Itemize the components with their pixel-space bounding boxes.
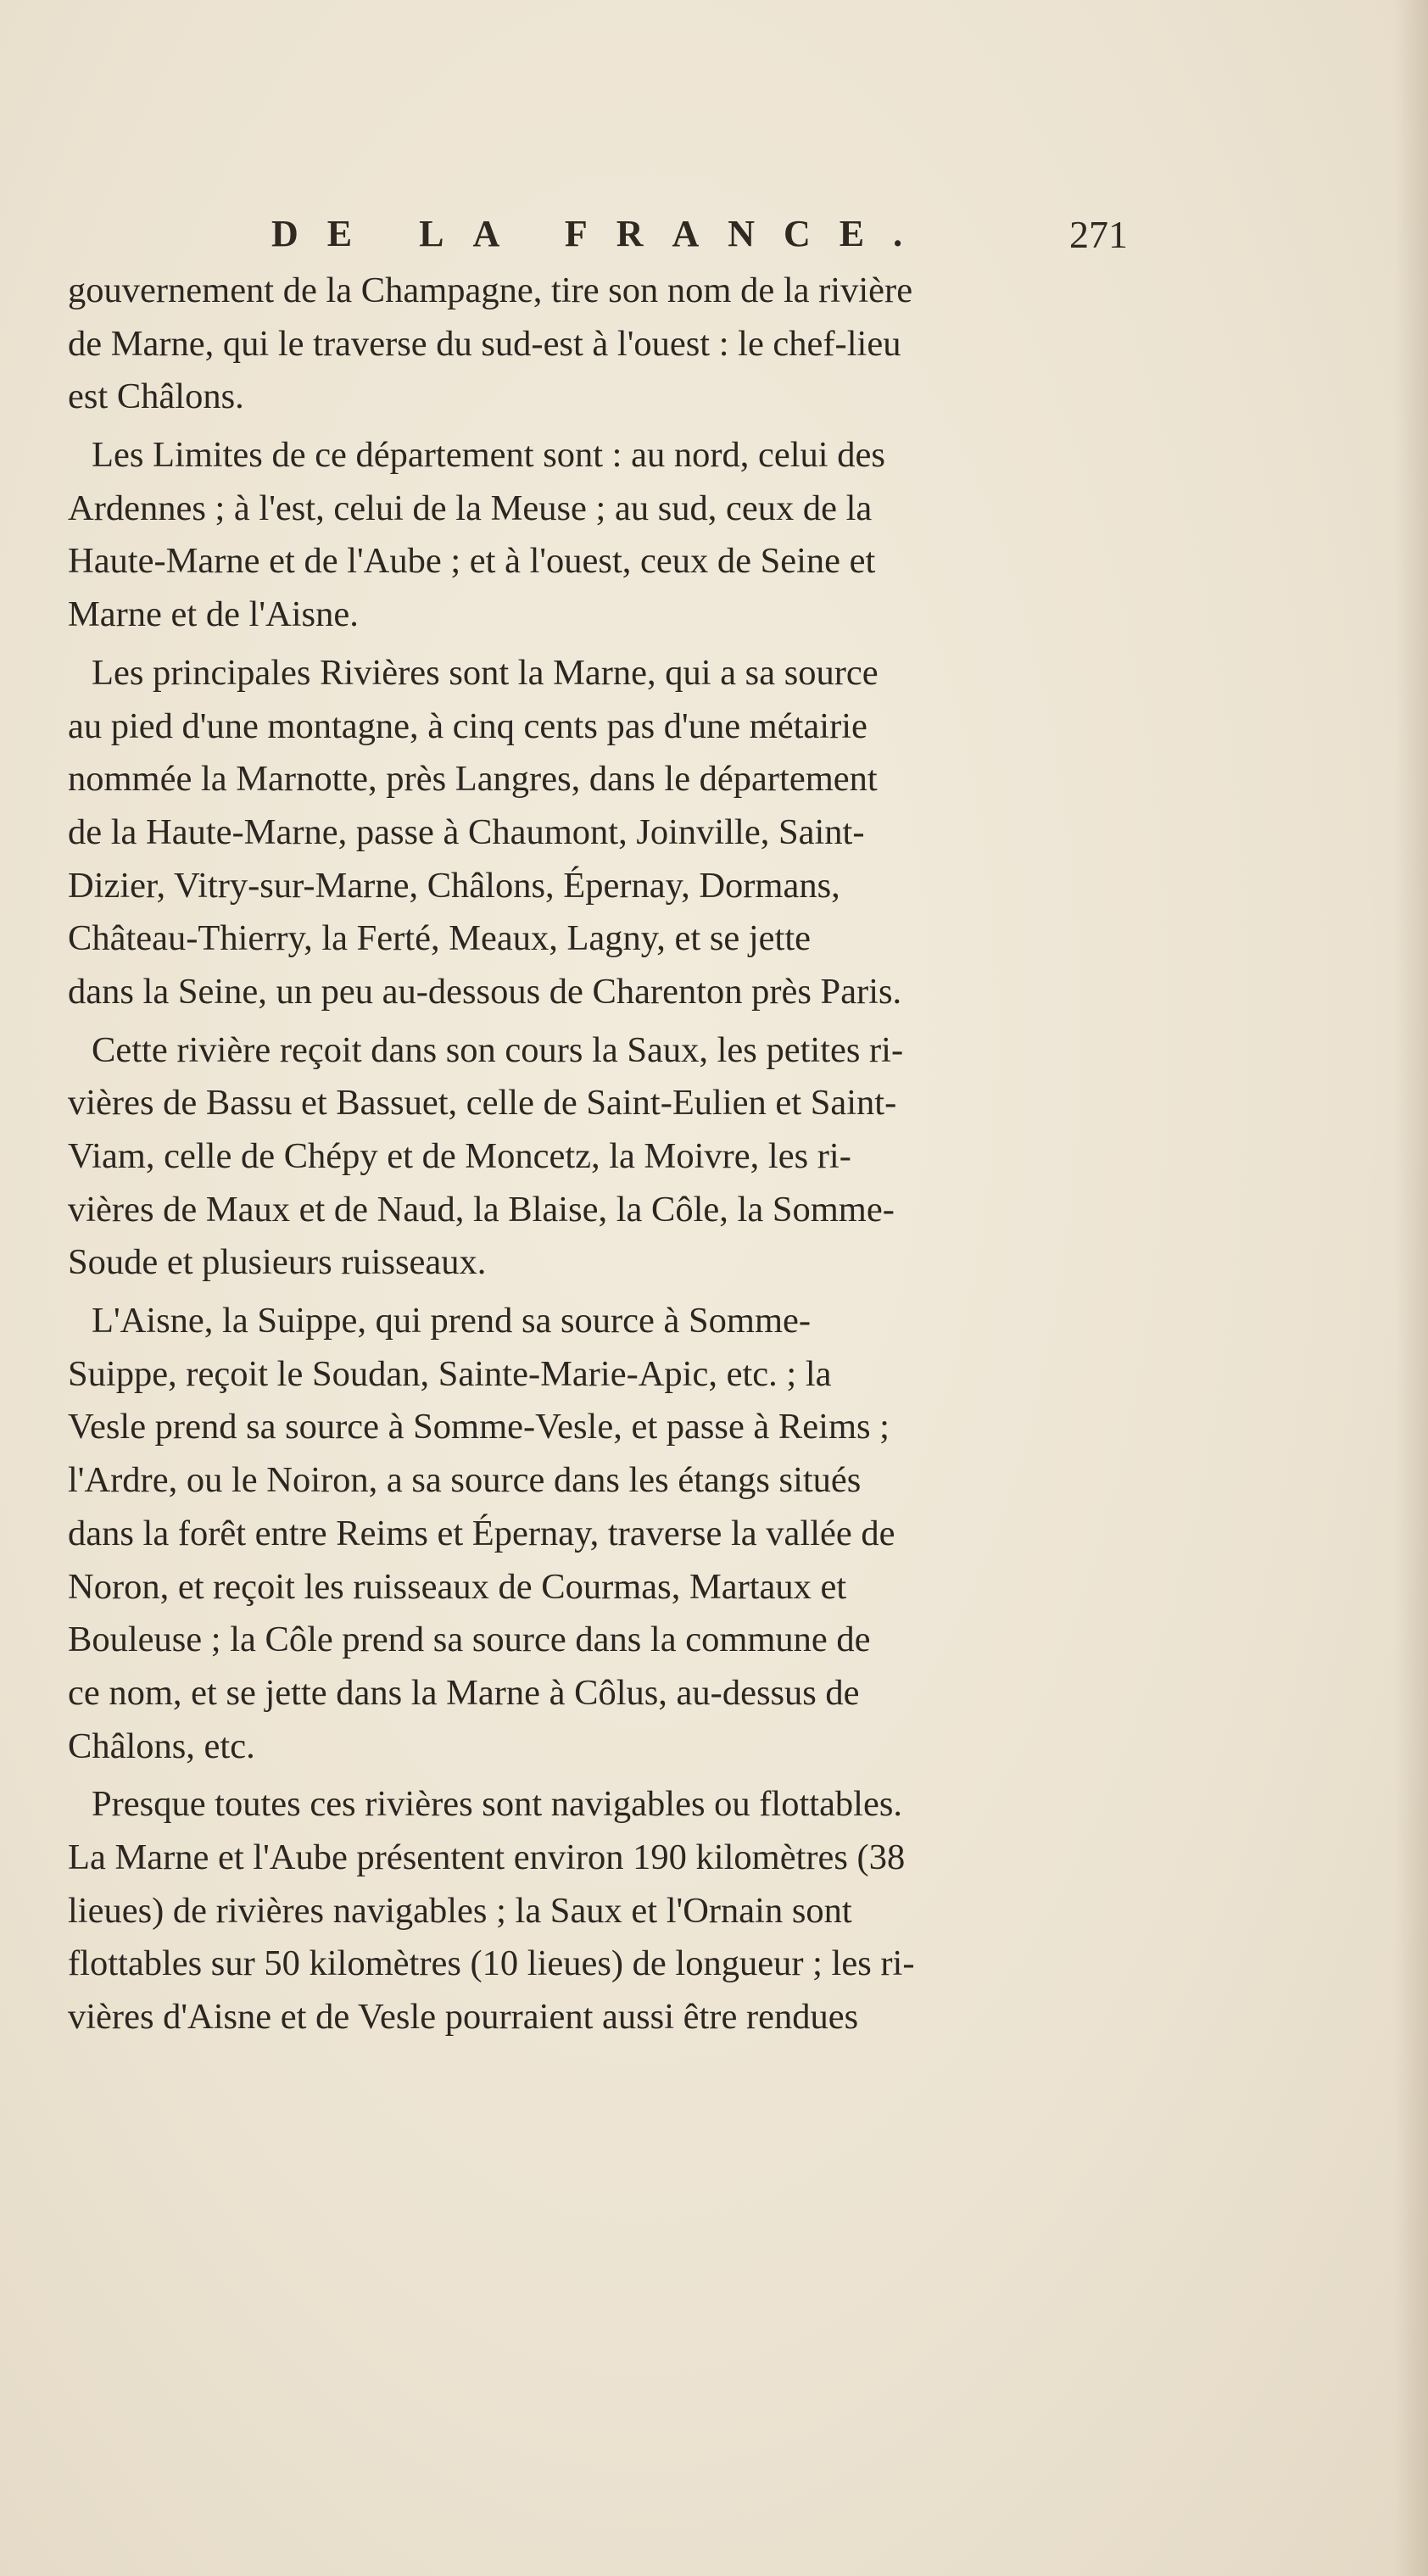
text-line: Marne et de l'Aisne.	[68, 594, 359, 635]
text-line: Soude et plusieurs ruisseaux.	[68, 1242, 487, 1283]
text-line: vières de Maux et de Naud, la Blaise, la Côle, la Somme-	[68, 1189, 895, 1229]
text-line: Dizier, Vitry-sur-Marne, Châlons, Épernay, Dormans,	[68, 865, 840, 906]
text-line: Les principales Rivières sont la Marne, qui a sa source	[92, 652, 879, 693]
text-line: gouvernement de la Champagne, tire son nom de la rivière	[68, 270, 913, 310]
text-line: Châlons, etc.	[68, 1726, 255, 1766]
page-header	[271, 212, 1128, 263]
text-line: de la Haute-Marne, passe à Chaumont, Joinville, Saint-	[68, 811, 865, 852]
text-line: de Marne, qui le traverse du sud-est à l'ouest : le chef-lieu	[68, 323, 901, 364]
text-line: nommée la Marnotte, près Langres, dans le département	[68, 759, 878, 800]
page-edge-shadow	[1394, 0, 1428, 2576]
text-line: flottables sur 50 kilomètres (10 lieues) de longueur ; les ri-	[68, 1943, 915, 1984]
text-line: L'Aisne, la Suippe, qui prend sa source à Somme-	[92, 1301, 812, 1341]
text-line: Cette rivière reçoit dans son cours la Saux, les petites ri-	[92, 1029, 904, 1070]
text-line: Haute-Marne et de l'Aube ; et à l'ouest, ceux de Seine et	[68, 541, 876, 582]
text-line: ce nom, et se jette dans la Marne à Côlus, au-dessus de	[68, 1672, 860, 1713]
text-line: Ardennes ; à l'est, celui de la Meuse ; au sud, ceux de la	[68, 488, 873, 528]
text-line: vières de Bassu et Bassuet, celle de Saint-Eulien et Saint-	[68, 1083, 897, 1124]
text-line: est Châlons.	[68, 376, 244, 417]
text-line: dans la Seine, un peu au-dessous de Charenton près Paris.	[68, 971, 902, 1012]
body-text	[68, 265, 1128, 2044]
page-number: 271	[1069, 213, 1128, 256]
text-line: Viam, celle de Chépy et de Moncetz, la Moivre, les ri-	[68, 1136, 851, 1176]
text-line: l'Ardre, ou le Noiron, a sa source dans les étangs situés	[68, 1460, 862, 1501]
running-head: DE LA FRANCE.	[271, 213, 932, 254]
text-line: Les Limites de ce département sont : au nord, celui des	[92, 435, 885, 476]
text-line: dans la forêt entre Reims et Épernay, traverse la vallée de	[68, 1513, 895, 1553]
text-line: La Marne et l'Aube présentent environ 190 kilomètres (38	[68, 1837, 906, 1877]
text-line: vières d'Aisne et de Vesle pourraient aussi être rendues	[68, 1997, 859, 2037]
text-line: Noron, et reçoit les ruisseaux de Courmas, Martaux et	[68, 1566, 847, 1607]
text-line: Château-Thierry, la Ferté, Meaux, Lagny, et se jette	[68, 918, 812, 959]
text-line: Vesle prend sa source à Somme-Vesle, et passe à Reims ;	[68, 1407, 890, 1447]
text-line: Suippe, reçoit le Soudan, Sainte-Marie-Apic, etc. ; la	[68, 1353, 832, 1394]
text-line: lieues) de rivières navigables ; la Saux et l'Ornain sont	[68, 1890, 852, 1931]
text-line: Bouleuse ; la Côle prend sa source dans la commune de	[68, 1620, 871, 1660]
text-line: au pied d'une montagne, à cinq cents pas d'une métairie	[68, 705, 867, 746]
text-line: Presque toutes ces rivières sont navigables ou flottables.	[92, 1784, 903, 1825]
